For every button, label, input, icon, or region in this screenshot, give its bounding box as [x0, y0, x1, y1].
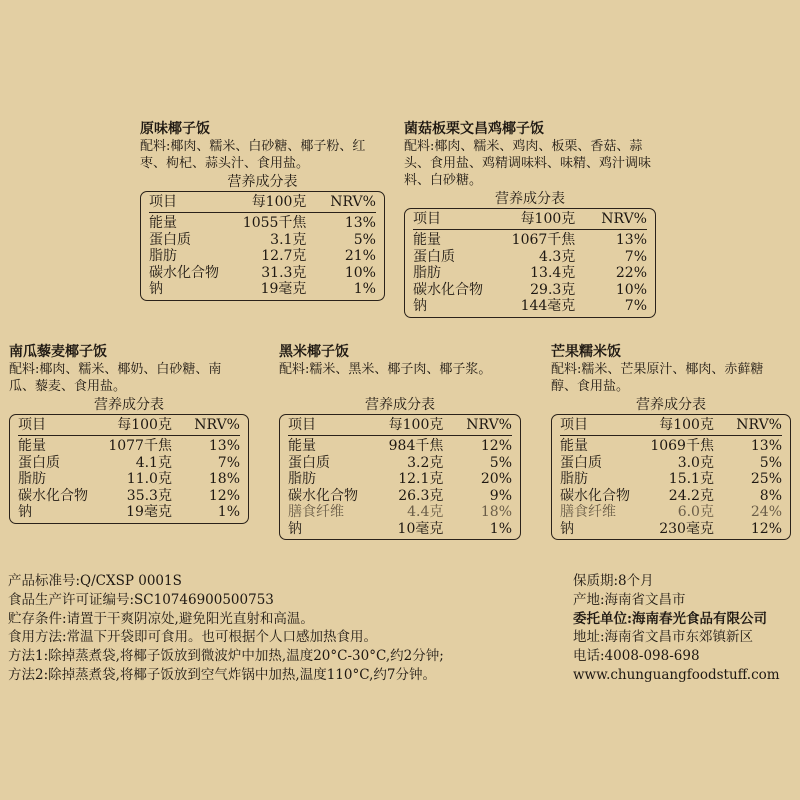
- product-name: 南瓜藜麦椰子饭: [9, 344, 107, 360]
- table-row: [18, 488, 240, 505]
- table-header-row: [413, 209, 647, 230]
- row-item: 碳水化合物: [413, 281, 483, 298]
- table-header-row: [149, 192, 376, 213]
- row-nrv: 13%: [208, 438, 240, 454]
- row-value: 1077千焦: [108, 438, 172, 454]
- row-nrv: 13%: [344, 215, 376, 231]
- row-nrv: 25%: [750, 471, 782, 487]
- product-name: 黑米椰子饭: [279, 344, 349, 360]
- row-item: 蛋白质: [413, 248, 455, 265]
- row-nrv: 20%: [480, 471, 512, 487]
- header-item: 项目: [288, 417, 316, 433]
- table-row: [149, 265, 376, 282]
- header-nrv: NRV%: [601, 211, 647, 227]
- row-nrv: 13%: [750, 438, 782, 454]
- row-value: 10毫克: [397, 520, 444, 537]
- row-value: 4.4克: [407, 504, 444, 520]
- row-value: 984千焦: [388, 438, 444, 454]
- row-nrv: 7%: [624, 298, 647, 314]
- table-row: [18, 471, 240, 488]
- table-row: [288, 504, 512, 521]
- nutrition-table-title: 营养成分表: [636, 397, 706, 413]
- production-license: 食品生产许可证编号:SC10746900500753: [8, 591, 274, 608]
- row-value: 3.1克: [270, 231, 307, 248]
- header-nrv: NRV%: [330, 194, 376, 210]
- header-nrv: NRV%: [466, 417, 512, 433]
- header-per-100g: 每100克: [659, 417, 714, 433]
- product-info-section: [8, 572, 528, 685]
- shelf-life: 保质期:8个月: [573, 573, 654, 589]
- row-nrv: 1%: [353, 281, 376, 297]
- row-value: 1069千焦: [650, 438, 714, 454]
- row-item: 蛋白质: [560, 454, 602, 471]
- nutrition-table: [404, 208, 656, 318]
- table-row: [560, 455, 782, 472]
- phone: 电话:4008-098-698: [573, 648, 700, 665]
- row-value: 12.7克: [261, 248, 307, 264]
- row-nrv: 9%: [489, 487, 512, 504]
- table-header-row: [560, 415, 782, 436]
- table-row: [288, 521, 512, 538]
- storage-conditions: 贮存条件:请置于干爽阴凉处,避免阳光直射和高温。: [8, 610, 314, 627]
- row-nrv: 21%: [344, 248, 376, 264]
- row-item: 能量: [560, 438, 588, 454]
- table-header-row: [288, 415, 512, 436]
- header-nrv: NRV%: [736, 417, 782, 433]
- nutrition-table-title: 营养成分表: [227, 174, 298, 190]
- row-nrv: 10%: [344, 264, 376, 281]
- table-row: [560, 471, 782, 488]
- header-per-100g: 每100克: [251, 194, 307, 210]
- row-value: 19毫克: [126, 504, 172, 520]
- product-name: 芒果糯米饭: [551, 344, 621, 360]
- nutrition-table-title: 营养成分表: [495, 191, 565, 207]
- product-card-black-rice: [279, 343, 521, 540]
- row-item: 碳水化合物: [149, 264, 219, 281]
- ingredients-text: 配料:椰肉、糯米、白砂糖、椰子粉、红枣、枸杞、蒜头汁、食用盐。: [140, 139, 366, 171]
- row-item: 脂肪: [288, 471, 316, 487]
- product-name: 菌菇板栗文昌鸡椰子饭: [404, 121, 544, 137]
- table-row: [288, 488, 512, 505]
- row-value: 29.3克: [530, 281, 576, 298]
- nutrition-table: [140, 191, 385, 301]
- row-item: 蛋白质: [18, 454, 60, 471]
- row-nrv: 7%: [624, 248, 647, 265]
- row-item: 脂肪: [18, 471, 46, 487]
- company-info-section: [573, 572, 795, 685]
- row-nrv: 5%: [489, 454, 512, 471]
- nutrition-table: [9, 414, 249, 524]
- usage-instructions: 食用方法:常温下开袋即可食用。也可根据个人口感加热食用。: [8, 629, 378, 646]
- row-value: 24.2克: [668, 487, 714, 504]
- product-card-mushroom-chestnut-chicken: [404, 120, 656, 318]
- nutrition-table: [279, 414, 521, 540]
- row-item: 碳水化合物: [18, 487, 88, 504]
- ingredients-text: 配料:糯米、黑米、椰子肉、椰子浆。: [279, 362, 492, 377]
- product-card-mango-sticky-rice: [551, 343, 791, 540]
- table-row: [149, 281, 376, 298]
- header-per-100g: 每100克: [520, 211, 576, 227]
- row-nrv: 10%: [615, 281, 647, 298]
- row-nrv: 22%: [615, 265, 647, 281]
- nutrition-table: [551, 414, 791, 540]
- address: 地址:海南省文昌市东郊镇新区: [573, 629, 754, 646]
- row-value: 3.2克: [407, 454, 444, 471]
- table-header-row: [18, 415, 240, 436]
- table-row: [560, 488, 782, 505]
- row-value: 26.3克: [398, 487, 444, 504]
- table-row: [288, 471, 512, 488]
- row-item: 脂肪: [413, 265, 441, 281]
- header-per-100g: 每100克: [388, 417, 444, 433]
- row-nrv: 18%: [208, 471, 240, 487]
- row-value: 19毫克: [260, 281, 307, 297]
- row-value: 4.1克: [135, 454, 172, 471]
- row-nrv: 7%: [217, 454, 240, 471]
- row-value: 4.3克: [539, 248, 576, 265]
- table-row: [560, 438, 782, 455]
- table-row: [560, 521, 782, 538]
- row-value: 12.1克: [398, 471, 444, 487]
- table-row: [149, 248, 376, 265]
- commissioned-company: 委托单位:海南春光食品有限公司: [573, 610, 767, 627]
- origin: 产地:海南省文昌市: [573, 591, 686, 608]
- header-item: 项目: [18, 417, 46, 433]
- row-nrv: 24%: [750, 504, 782, 520]
- ingredients-text: 配料:椰肉、糯米、鸡肉、板栗、香菇、蒜头、食用盐、鸡精调味料、味精、鸡汁调味料、白砂糖。: [404, 139, 652, 188]
- row-value: 3.0克: [677, 454, 714, 471]
- nutrition-table-title: 营养成分表: [94, 397, 164, 413]
- method-2: 方法2:除掉蒸煮袋,将椰子饭放到空气炸锅中加热,温度110°C,约7分钟。: [8, 666, 436, 683]
- row-nrv: 12%: [208, 487, 240, 504]
- row-item: 脂肪: [149, 248, 177, 264]
- table-row: [149, 232, 376, 249]
- header-item: 项目: [149, 194, 177, 210]
- row-value: 144毫克: [520, 298, 576, 314]
- row-item: 能量: [18, 438, 46, 454]
- row-item: 脂肪: [560, 471, 588, 487]
- row-value: 1067千焦: [511, 232, 576, 248]
- row-nrv: 1%: [217, 504, 240, 520]
- row-value: 15.1克: [668, 471, 714, 487]
- row-value: 13.4克: [530, 265, 576, 281]
- ingredients-text: 配料:糯米、芒果原汁、椰肉、赤藓糖醇、食用盐。: [551, 362, 764, 394]
- table-row: [413, 232, 647, 249]
- row-value: 230毫克: [659, 520, 714, 537]
- table-row: [413, 298, 647, 315]
- product-card-original: [140, 120, 385, 301]
- table-row: [149, 215, 376, 232]
- row-nrv: 5%: [759, 454, 782, 471]
- row-item: 碳水化合物: [288, 487, 358, 504]
- product-name: 原味椰子饭: [140, 121, 210, 137]
- row-value: 1055千焦: [242, 215, 307, 231]
- table-row: [413, 249, 647, 266]
- row-item: 钠: [18, 504, 32, 520]
- header-nrv: NRV%: [194, 417, 240, 433]
- row-value: 6.0克: [677, 504, 714, 520]
- row-item: 膳食纤维: [288, 504, 344, 520]
- table-row: [413, 265, 647, 282]
- row-nrv: 5%: [353, 231, 376, 248]
- table-row: [18, 504, 240, 521]
- row-item: 蛋白质: [288, 454, 330, 471]
- website-link[interactable]: www.chunguangfoodstuff.com: [573, 666, 780, 683]
- row-nrv: 8%: [759, 487, 782, 504]
- table-row: [560, 504, 782, 521]
- row-nrv: 18%: [480, 504, 512, 520]
- header-item: 项目: [560, 417, 588, 433]
- table-row: [413, 282, 647, 299]
- row-item: 钠: [288, 520, 302, 537]
- table-row: [18, 455, 240, 472]
- row-item: 蛋白质: [149, 231, 191, 248]
- row-value: 35.3克: [126, 487, 172, 504]
- product-card-pumpkin-quinoa: [9, 343, 249, 524]
- header-per-100g: 每100克: [117, 417, 172, 433]
- table-row: [288, 455, 512, 472]
- method-1: 方法1:除掉蒸煮袋,将椰子饭放到微波炉中加热,温度20°C-30°C,约2分钟;: [8, 648, 444, 665]
- row-value: 31.3克: [261, 264, 307, 281]
- row-item: 钠: [149, 281, 163, 297]
- row-item: 膳食纤维: [560, 504, 616, 520]
- row-nrv: 12%: [480, 438, 512, 454]
- row-nrv: 13%: [615, 232, 647, 248]
- ingredients-text: 配料:椰肉、糯米、椰奶、白砂糖、南瓜、藜麦、食用盐。: [9, 362, 222, 394]
- nutrition-table-title: 营养成分表: [365, 397, 435, 413]
- row-item: 钠: [413, 298, 427, 314]
- header-item: 项目: [413, 211, 441, 227]
- row-item: 能量: [288, 438, 316, 454]
- standard-number: 产品标准号:Q/CXSP 0001S: [8, 573, 182, 589]
- row-item: 碳水化合物: [560, 487, 630, 504]
- row-nrv: 1%: [489, 520, 512, 537]
- row-item: 钠: [560, 520, 574, 537]
- row-nrv: 12%: [750, 520, 782, 537]
- table-row: [288, 438, 512, 455]
- table-row: [18, 438, 240, 455]
- row-value: 11.0克: [126, 471, 172, 487]
- row-item: 能量: [149, 215, 177, 231]
- row-item: 能量: [413, 232, 441, 248]
